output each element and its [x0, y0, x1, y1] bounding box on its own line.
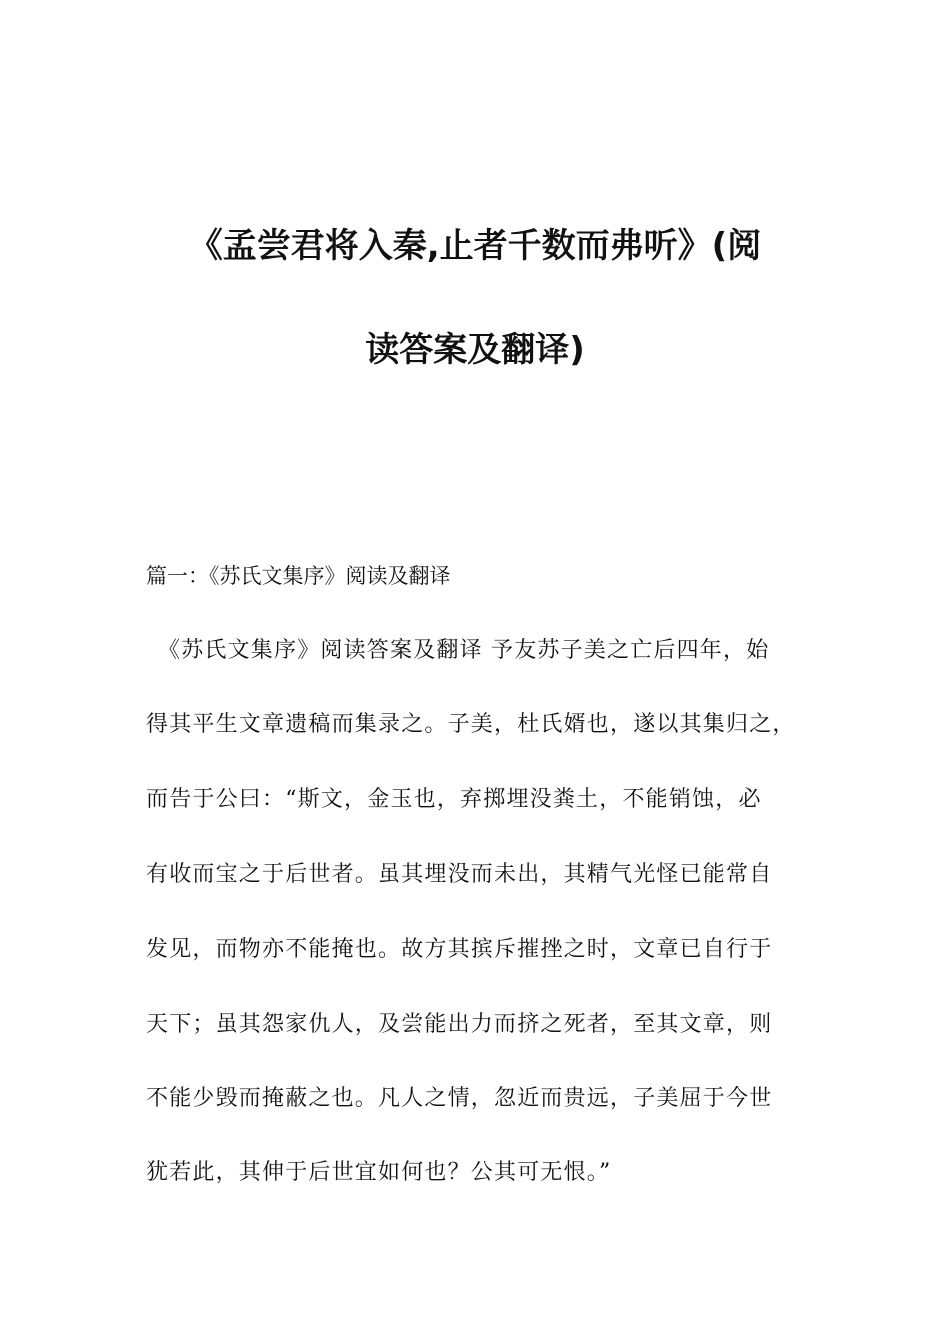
body-text-line: 不能少毁而掩蔽之也。凡人之情，忽近而贵远，子美屈于今世: [146, 1086, 773, 1111]
document-title-line-1: 《孟尝君将入秦,止者千数而弗听》(阅: [188, 226, 762, 266]
body-text-line: 而告于公曰：“斯文，金玉也，弃掷埋没粪土，不能销蚀，必: [146, 787, 762, 812]
body-text-line: 得其平生文章遗稿而集录之。子美，杜氏婿也，遂以其集归之，: [146, 712, 796, 737]
body-text-line: 天下；虽其怨家仇人，及尝能出力而挤之死者，至其文章，则: [146, 1012, 773, 1037]
section-heading: 篇一：《苏氏文集序》阅读及翻译: [146, 564, 451, 588]
body-text-line: 有收而宝之于后世者。虽其埋没而未出，其精气光怪已能常自: [146, 862, 773, 887]
body-text-line: 犹若此，其伸于后世宜如何也？公其可无恨。”: [146, 1160, 612, 1185]
body-text-line: 《苏氏文集序》阅读答案及翻译 予友苏子美之亡后四年，始: [158, 638, 770, 663]
body-text-line: 发见，而物亦不能掩也。故方其摈斥摧挫之时，文章已自行于: [146, 937, 773, 962]
document-title-line-2: 读答案及翻译): [365, 330, 585, 370]
